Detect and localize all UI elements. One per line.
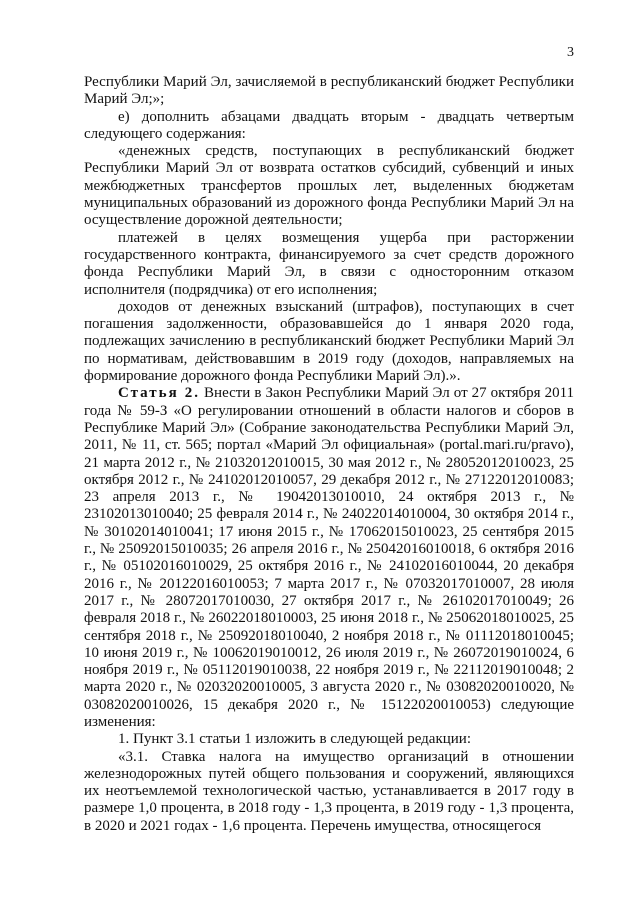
paragraph-amendment-e: е) дополнить абзацами двадцать вторым - двадцать четвертым следующего содержания: (84, 108, 574, 142)
article-2-paragraph (84, 385, 574, 731)
document-body (84, 74, 574, 835)
paragraph-damage-payments: платежей в целях возмещения ущерба при расторжении государственного контракта, финансируемого за счет средств дорожного фонда Республики Марий Эл, в связи с односторонним отказом исполнителя (подрядчика) от его исполнения; (84, 229, 574, 298)
item-1-heading: 1. Пункт 3.1 статьи 1 изложить в следующей редакции: (118, 731, 471, 748)
article-2-heading: Статья 2. (118, 385, 200, 402)
item-1-text: «3.1. Ставка налога на имущество организаций в отношении железнодорожных путей общего пользования и сооружений, являющихся их неотъемлемой технологической частью, устанавливается в 2017 году в размере 1,0 процента, в 2018 году - 1,3 процента, в 2019 году - 1,3 процента, в 2020 и 2021 годах - 1,6 процента. Перечень имущества, относящегося (84, 748, 574, 834)
paragraph-penalty-income: доходов от денежных взысканий (штрафов), поступающих в счет погашения задолженности, образовавшейся до 1 января 2020 года, подлежащих зачислению в республиканский бюджет Республики Марий Эл по нормативам, действовавшим в 2019 году (доходов, направляемых на формирование дорожного фонда Республики Марий Эл).». (84, 298, 574, 385)
page-number: 3 (567, 45, 574, 60)
paragraph-cash-funds: «денежных средств, поступающих в республиканский бюджет Республики Марий Эл от возврата остатков субсидий, субвенций и иных межбюджетных трансфертов прошлых лет, выделенных бюджетам муниципальных образований из дорожного фонда Республики Марий Эл на осуществление дорожной деятельности; (84, 143, 574, 229)
article-2-text: Внести в Закон Республики Марий Эл от 27 октября 2011 года № 59-З «О регулировании отношений в области налогов и сборов в Республике Марий Эл» (Собрание законодательства Республики Марий Эл, 2011, № 11, ст. 565; портал «Марий Эл официальная» (portal.mari.ru/pravo), 21 марта 2012 г., № 21032012010015, 30 мая 2012 г., № 28052012010023, 25 октября 2012 г., № 24102012010057, 29 декабря 2012 г., № 27122012010083; 23 апреля 2013 г., № 19042013010010, 24 октября 2013 г., № 23102013010040; 25 февраля 2014 г., № 24022014010004, 30 октября 2014 г., № 30102014010041; 17 июня 2015 г., № 17062015010023, 25 сентября 2015 г., № 25092015010035; 26 апреля 2016 г., № 25042016010018, 6 октября 2016 г., № 05102016010029, 25 октября 2016 г., № 24102016010044, 20 декабря 2016 г., № 20122016010053; 7 марта 2017 г., № 07032017010007, 28 июля 2017 г., № 28072017010030, 27 октября 2017 г., № 26102017010049; 26 февраля 2018 г., № 26022018010003, 25 июня 2018 г., № 25062018010025, 25 сентября 2018 г., № 25092018010040, 2 ноября 2018 г., № 01112018010045; 10 июня 2019 г., № 10062019010012, 26 июля 2019 г., № 26072019010024, 6 ноября 2019 г., № 05112019010038, 22 ноября 2019 г., № 22112019010048; 2 марта 2020 г., № 02032020010005, 3 августа 2020 г., № 03082020010020, № 03082020010026, 15 декабря 2020 г., № 15122020010053) следующие изменения: (84, 385, 575, 730)
paragraph-continuation: Республики Марий Эл, зачисляемой в республиканский бюджет Республики Марий Эл;»; (84, 74, 574, 108)
